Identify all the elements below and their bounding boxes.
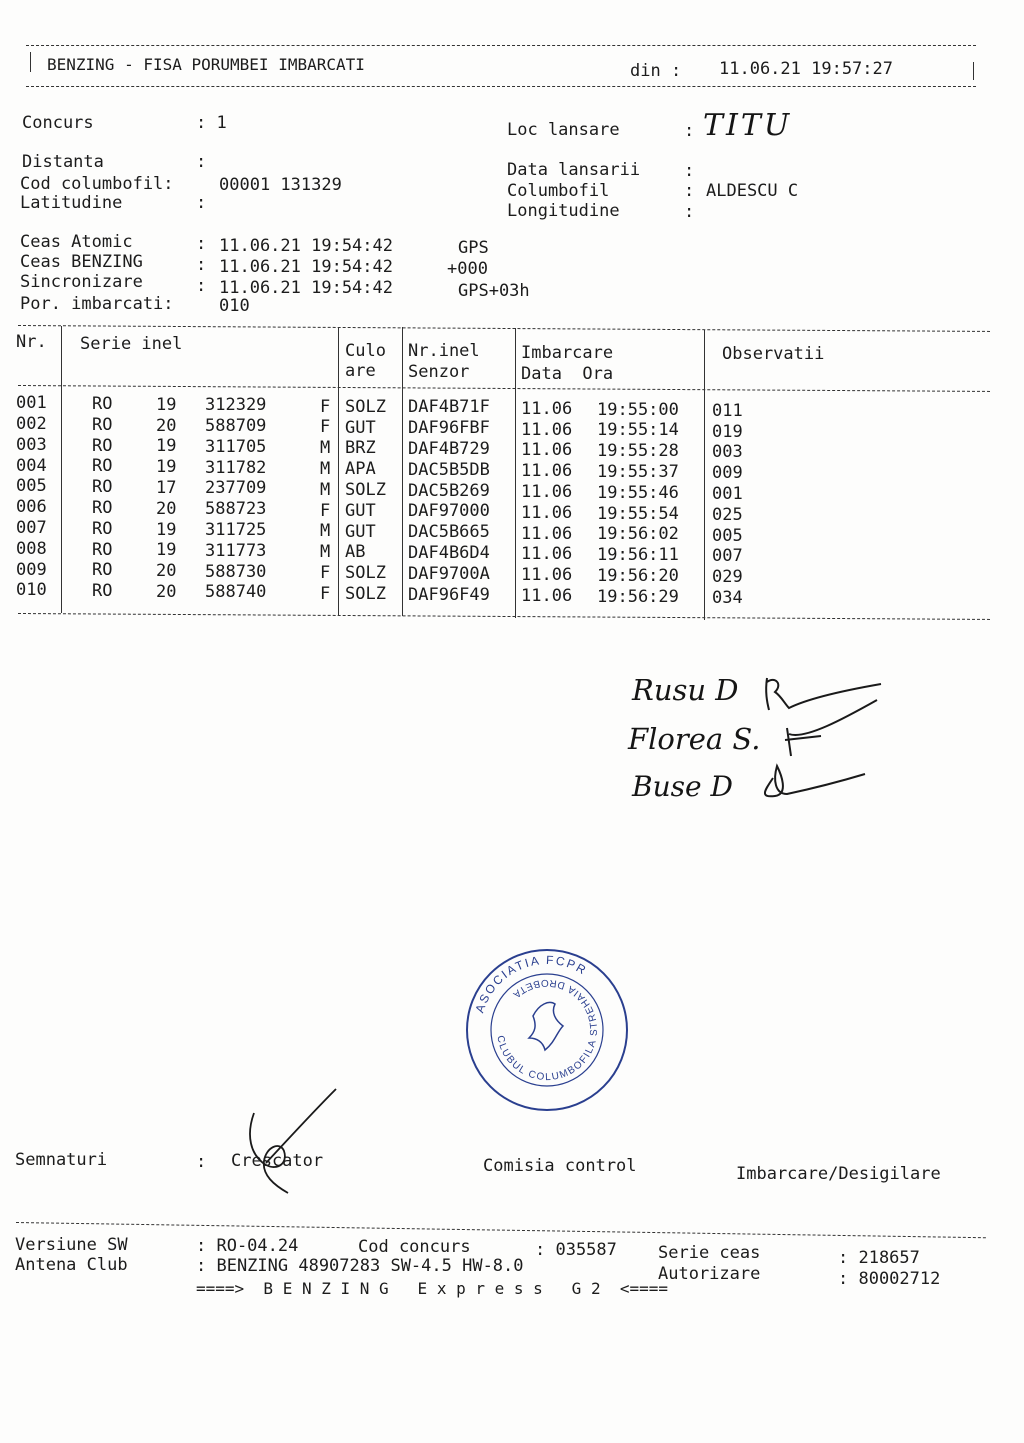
row-sex: F [320, 417, 331, 438]
autorizare-value: : 80002712 [838, 1269, 941, 1289]
row-ora: 19:56:20 [597, 565, 679, 586]
imbarcare-desigilare-label: Imbarcare/Desigilare [736, 1164, 941, 1184]
table-header-imbarcare-1: Imbarcare [521, 343, 614, 363]
row-culoare: GUT [345, 417, 376, 438]
row-tara: RO [92, 581, 113, 602]
antena-club-value: : BENZING 48907283 SW-4.5 HW-8.0 [196, 1256, 524, 1276]
row-tara: RO [92, 539, 113, 560]
ceas-atomic-suffix: GPS [458, 238, 489, 258]
row-an: 19 [156, 540, 177, 561]
row-culoare: SOLZ [345, 563, 386, 584]
footer-separator [16, 1222, 986, 1238]
row-nr: 001 [16, 393, 47, 414]
row-inel: 588740 [205, 582, 267, 603]
table-header-nr: Nr. [16, 332, 47, 352]
cod-columbofil-label: Cod columbofil: [20, 174, 174, 194]
row-senzor: DAF4B71F [408, 397, 490, 418]
columbofil-label: Columbofil [507, 181, 610, 201]
row-data: 11.06 [521, 502, 573, 523]
row-observatii: 005 [712, 525, 743, 546]
table-col-divider-culoare [402, 327, 403, 616]
row-inel: 237709 [205, 478, 267, 499]
data-lansarii-colon: : [684, 161, 695, 181]
row-tara: RO [92, 394, 113, 414]
row-culoare: SOLZ [345, 583, 386, 604]
loc-lansare-colon: : [684, 121, 695, 141]
table-header-senzor-2: Senzor [408, 362, 470, 382]
sincronizare-colon: : [196, 276, 207, 296]
row-tara: RO [92, 414, 113, 435]
row-senzor: DAF97000 [408, 501, 490, 522]
row-an: 20 [156, 498, 177, 519]
cod-concurs-value: : 035587 [535, 1240, 617, 1260]
row-inel: 588723 [205, 499, 267, 520]
row-observatii: 001 [712, 484, 743, 505]
versiune-sw-value: : RO-04.24 [196, 1236, 299, 1256]
row-inel: 311782 [205, 457, 267, 478]
row-senzor: DAF96F49 [408, 584, 490, 605]
row-nr: 009 [16, 559, 47, 580]
concurs-label: Concurs [22, 113, 94, 133]
row-observatii: 003 [712, 442, 743, 463]
signature-name-2: Florea S. [628, 722, 761, 756]
row-senzor: DAC5B5DB [408, 459, 490, 480]
row-senzor: DAC5B269 [408, 480, 490, 501]
row-an: 20 [156, 415, 177, 436]
concurs-number: 1 [216, 113, 227, 133]
row-data: 11.06 [521, 461, 573, 482]
table-col-divider-imbarcare [704, 330, 705, 620]
row-nr: 002 [16, 413, 47, 434]
row-tara: RO [92, 456, 113, 477]
row-senzor: DAC5B665 [408, 522, 490, 543]
row-an: 19 [156, 457, 177, 478]
row-an: 17 [156, 477, 177, 498]
longitudine-colon: : [684, 202, 695, 222]
porumbei-imbarcati-value: 010 [219, 296, 250, 316]
crescator-label: Crescator [231, 1151, 324, 1171]
row-tara: RO [92, 518, 113, 539]
row-sex: M [320, 521, 331, 542]
row-culoare: AB [345, 542, 366, 563]
row-data: 11.06 [521, 523, 573, 544]
row-sex: M [320, 479, 331, 500]
row-nr: 006 [16, 497, 47, 518]
ceas-atomic-label: Ceas Atomic [20, 232, 133, 252]
row-tara: RO [92, 560, 113, 581]
header-left-border [30, 52, 31, 72]
row-nr: 003 [16, 434, 47, 455]
row-an: 19 [156, 436, 177, 457]
stamp-inner-text: CLUBUL COLUMBOFILA STREHAIA DROBETA [494, 976, 601, 1084]
cod-columbofil-value: 00001 131329 [219, 175, 342, 195]
row-an: 19 [156, 394, 177, 415]
table-bottom-border [18, 613, 990, 620]
row-culoare: BRZ [345, 438, 376, 459]
row-data: 11.06 [521, 481, 573, 502]
header-top-border [26, 45, 976, 46]
row-data: 11.06 [521, 440, 573, 461]
printed-at-label: din : [630, 61, 682, 81]
signature-scribbles [745, 670, 895, 810]
table-header-serie: Serie inel [80, 334, 183, 354]
row-nr: 010 [16, 580, 47, 601]
loc-lansare-label: Loc lansare [507, 120, 620, 140]
row-inel: 588709 [205, 416, 267, 437]
ceas-atomic-value: 11.06.21 19:54:42 [219, 236, 393, 256]
row-data: 11.06 [521, 585, 573, 606]
row-observatii: 034 [712, 588, 743, 609]
row-ora: 19:55:28 [597, 441, 679, 462]
serie-ceas-value: : 218657 [838, 1248, 920, 1268]
sincronizare-value: 11.06.21 19:54:42 [219, 278, 393, 298]
row-ora: 19:56:11 [597, 545, 679, 566]
row-ora: 19:55:00 [597, 399, 679, 420]
sincronizare-suffix: GPS+03h [458, 281, 530, 301]
latitudine-colon: : [196, 193, 207, 213]
row-observatii: 009 [712, 463, 743, 484]
row-sex: F [320, 562, 331, 583]
row-ora: 19:55:37 [597, 461, 679, 482]
signature-name-3: Buse D [632, 770, 733, 803]
row-an: 20 [156, 581, 177, 602]
porumbei-imbarcati-label: Por. imbarcati: [20, 294, 174, 314]
row-tara: RO [92, 477, 113, 498]
longitudine-label: Longitudine [507, 201, 620, 221]
autorizare-label: Autorizare [658, 1264, 761, 1284]
row-inel: 312329 [205, 395, 267, 416]
table-col-divider-nr [61, 326, 62, 613]
row-nr: 005 [16, 476, 47, 497]
row-ora: 19:55:46 [597, 482, 679, 503]
distanta-colon: : [196, 152, 207, 172]
dove-icon [529, 1003, 563, 1051]
concurs-value: : 1 [196, 113, 227, 133]
page-title: BENZING - FISA PORUMBEI IMBARCATI [47, 55, 365, 74]
row-observatii: 007 [712, 546, 743, 567]
header-bottom-border [26, 86, 976, 87]
cod-concurs-label: Cod concurs [358, 1237, 471, 1257]
row-culoare: GUT [345, 521, 376, 542]
row-sex: F [320, 396, 331, 417]
ceas-benzing-colon: : [196, 255, 207, 275]
row-inel: 311725 [205, 520, 267, 541]
row-senzor: DAF4B729 [408, 439, 490, 460]
row-data: 11.06 [521, 565, 573, 586]
row-ora: 19:56:02 [597, 524, 679, 545]
row-ora: 19:55:54 [597, 503, 679, 524]
row-sex: F [320, 583, 331, 604]
sincronizare-label: Sincronizare [20, 272, 143, 292]
row-an: 20 [156, 561, 177, 582]
row-observatii: 019 [712, 421, 743, 442]
table-header-observatii: Observatii [722, 344, 825, 364]
crescator-signature [240, 1085, 350, 1205]
loc-lansare-handwritten: TITU [703, 108, 793, 143]
row-inel: 311705 [205, 436, 267, 457]
serie-ceas-label: Serie ceas [658, 1243, 761, 1263]
ceas-benzing-label: Ceas BENZING [20, 252, 143, 272]
row-ora: 19:55:14 [597, 420, 679, 441]
table-header-culoare-2: are [345, 361, 376, 381]
table-header-imbarcare-2: Data Ora [521, 364, 614, 384]
row-observatii: 025 [712, 504, 743, 525]
row-observatii: 011 [712, 400, 743, 421]
row-an: 19 [156, 519, 177, 540]
row-sex: M [320, 542, 331, 563]
row-observatii: 029 [712, 567, 743, 588]
table-col-divider-senzor [515, 328, 516, 618]
row-senzor: DAF4B6D4 [408, 543, 490, 564]
row-nr: 007 [16, 517, 47, 538]
columbofil-colon: : [684, 181, 695, 201]
row-sex: M [320, 438, 331, 459]
ceas-benzing-suffix: +000 [447, 259, 488, 279]
row-ora: 19:56:29 [597, 586, 679, 607]
latitudine-label: Latitudine [20, 193, 123, 213]
row-data: 11.06 [521, 398, 573, 419]
club-stamp [463, 946, 631, 1114]
stamp-outer-text: ASOCIATIA FCPR [472, 952, 590, 1015]
columbofil-value: ALDESCU C [706, 181, 799, 201]
row-senzor: DAF96FBF [408, 418, 490, 439]
benzing-express-banner: ====> B E N Z I N G E x p r e s s G 2 <==== [196, 1279, 669, 1298]
row-nr: 008 [16, 538, 47, 559]
versiune-sw-label: Versiune SW [15, 1235, 128, 1255]
row-culoare: SOLZ [345, 396, 386, 417]
signature-name-1: Rusu D [632, 673, 739, 707]
table-header-separator [18, 385, 990, 392]
row-sex: F [320, 500, 331, 521]
distanta-label: Distanta [22, 152, 104, 172]
data-lansarii-label: Data lansarii [507, 160, 641, 180]
svg-text:CLUBUL COLUMBOFILA STREHAIA DR [494, 977, 600, 1083]
row-inel: 311773 [205, 540, 267, 561]
row-nr: 004 [16, 455, 47, 476]
row-sex: M [320, 458, 331, 479]
table-col-divider-serie [338, 327, 339, 616]
row-inel: 588730 [205, 561, 267, 582]
row-tara: RO [92, 498, 113, 518]
semnaturi-colon: : [196, 1152, 207, 1172]
row-senzor: DAF9700A [408, 563, 490, 584]
row-data: 11.06 [521, 419, 573, 440]
comisia-control-label: Comisia control [483, 1156, 637, 1176]
header-right-border [973, 62, 974, 80]
table-header-culoare-1: Culo [345, 341, 386, 361]
semnaturi-label: Semnaturi [15, 1150, 108, 1170]
ceas-atomic-colon: : [196, 234, 207, 254]
row-data: 11.06 [521, 544, 573, 565]
antena-club-label: Antena Club [15, 1255, 128, 1275]
row-culoare: GUT [345, 500, 376, 521]
table-top-border [18, 325, 990, 332]
ceas-benzing-value: 11.06.21 19:54:42 [219, 257, 393, 277]
printed-at-value: 11.06.21 19:57:27 [719, 59, 893, 79]
table-header-senzor-1: Nr.inel [408, 341, 480, 361]
row-culoare: SOLZ [345, 479, 386, 500]
row-tara: RO [92, 435, 113, 456]
row-culoare: APA [345, 459, 376, 480]
